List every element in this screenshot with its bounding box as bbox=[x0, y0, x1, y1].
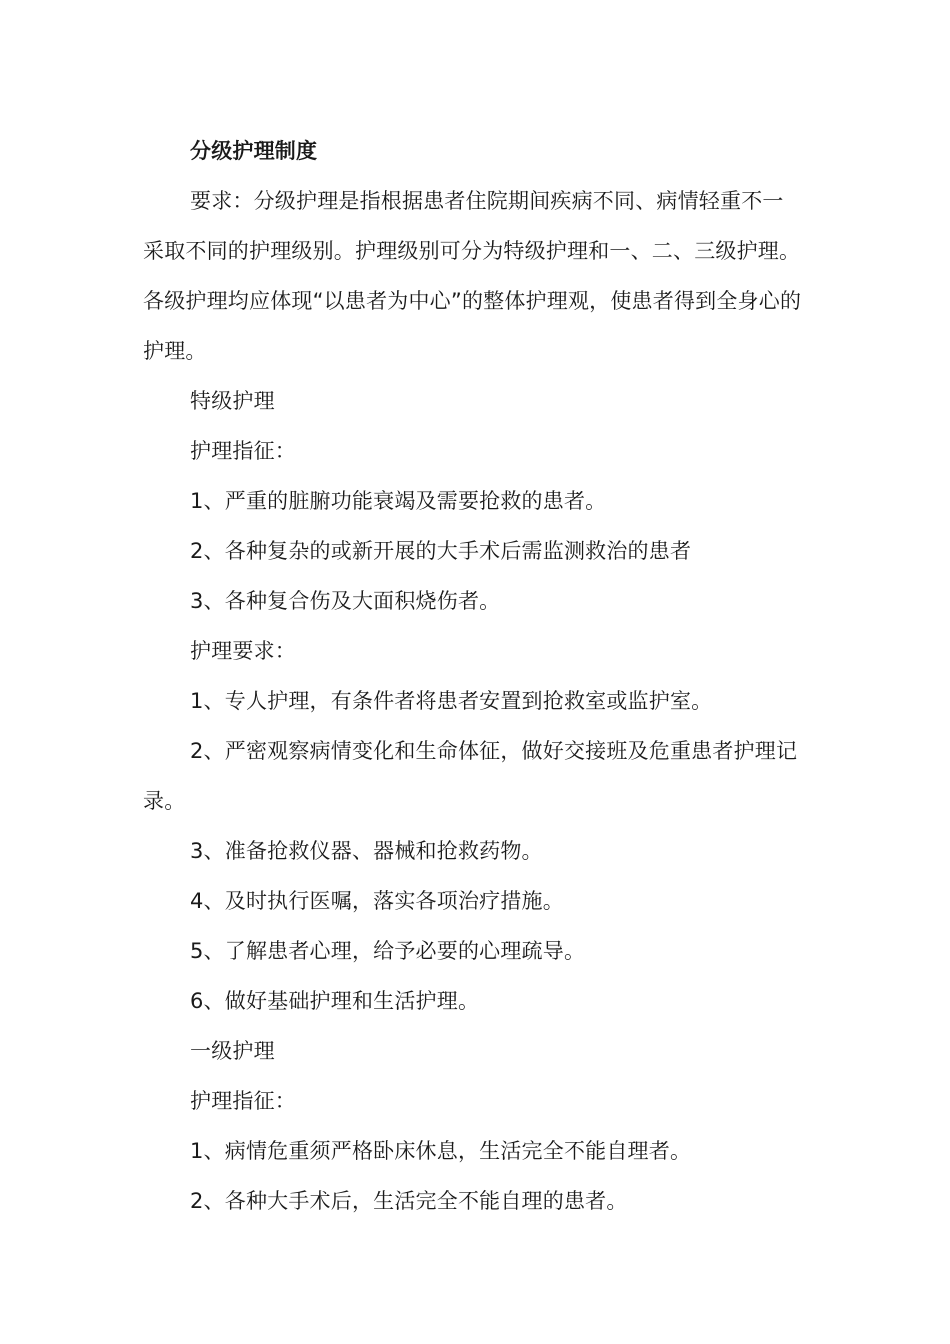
intro-paragraph: 要求：分级护理是指根据患者住院期间疾病不同、病情轻重不一采取不同的护理级别。护理级别可分为特级护理和一、二、三级护理。各级护理均应体现“以患者为中心”的整体护理观，使患者得到全身心的护理。 bbox=[143, 189, 802, 363]
special-care-requirement-item: 3、准备抢救仪器、器械和抢救药物。 bbox=[190, 839, 543, 863]
document-title: 分级护理制度 bbox=[190, 139, 318, 163]
special-care-requirement-item: 2、严密观察病情变化和生命体征，做好交接班及危重患者护理记录。 bbox=[143, 739, 798, 813]
document-body bbox=[143, 126, 803, 1226]
level-one-indications-label: 护理指征： bbox=[190, 1089, 296, 1113]
level-one-indication-item: 2、各种大手术后，生活完全不能自理的患者。 bbox=[190, 1189, 628, 1213]
special-care-indication-item: 2、各种复杂的或新开展的大手术后需监测救治的患者 bbox=[190, 539, 692, 563]
special-care-indication-item: 1、严重的脏腑功能衰竭及需要抢救的患者。 bbox=[190, 489, 607, 513]
special-care-requirement-item: 4、及时执行医嘱，落实各项治疗措施。 bbox=[190, 889, 564, 913]
special-care-requirement-item: 1、专人护理，有条件者将患者安置到抢救室或监护室。 bbox=[190, 689, 713, 713]
level-one-care-heading: 一级护理 bbox=[190, 1039, 275, 1063]
special-care-requirements-label: 护理要求： bbox=[190, 639, 296, 663]
special-care-indications-label: 护理指征： bbox=[190, 439, 296, 463]
special-care-requirement-item: 6、做好基础护理和生活护理。 bbox=[190, 989, 480, 1013]
level-one-indication-item: 1、病情危重须严格卧床休息，生活完全不能自理者。 bbox=[190, 1139, 692, 1163]
special-care-requirement-item: 5、了解患者心理，给予必要的心理疏导。 bbox=[190, 939, 586, 963]
special-care-heading: 特级护理 bbox=[190, 389, 275, 413]
special-care-indication-item: 3、各种复合伤及大面积烧伤者。 bbox=[190, 589, 501, 613]
